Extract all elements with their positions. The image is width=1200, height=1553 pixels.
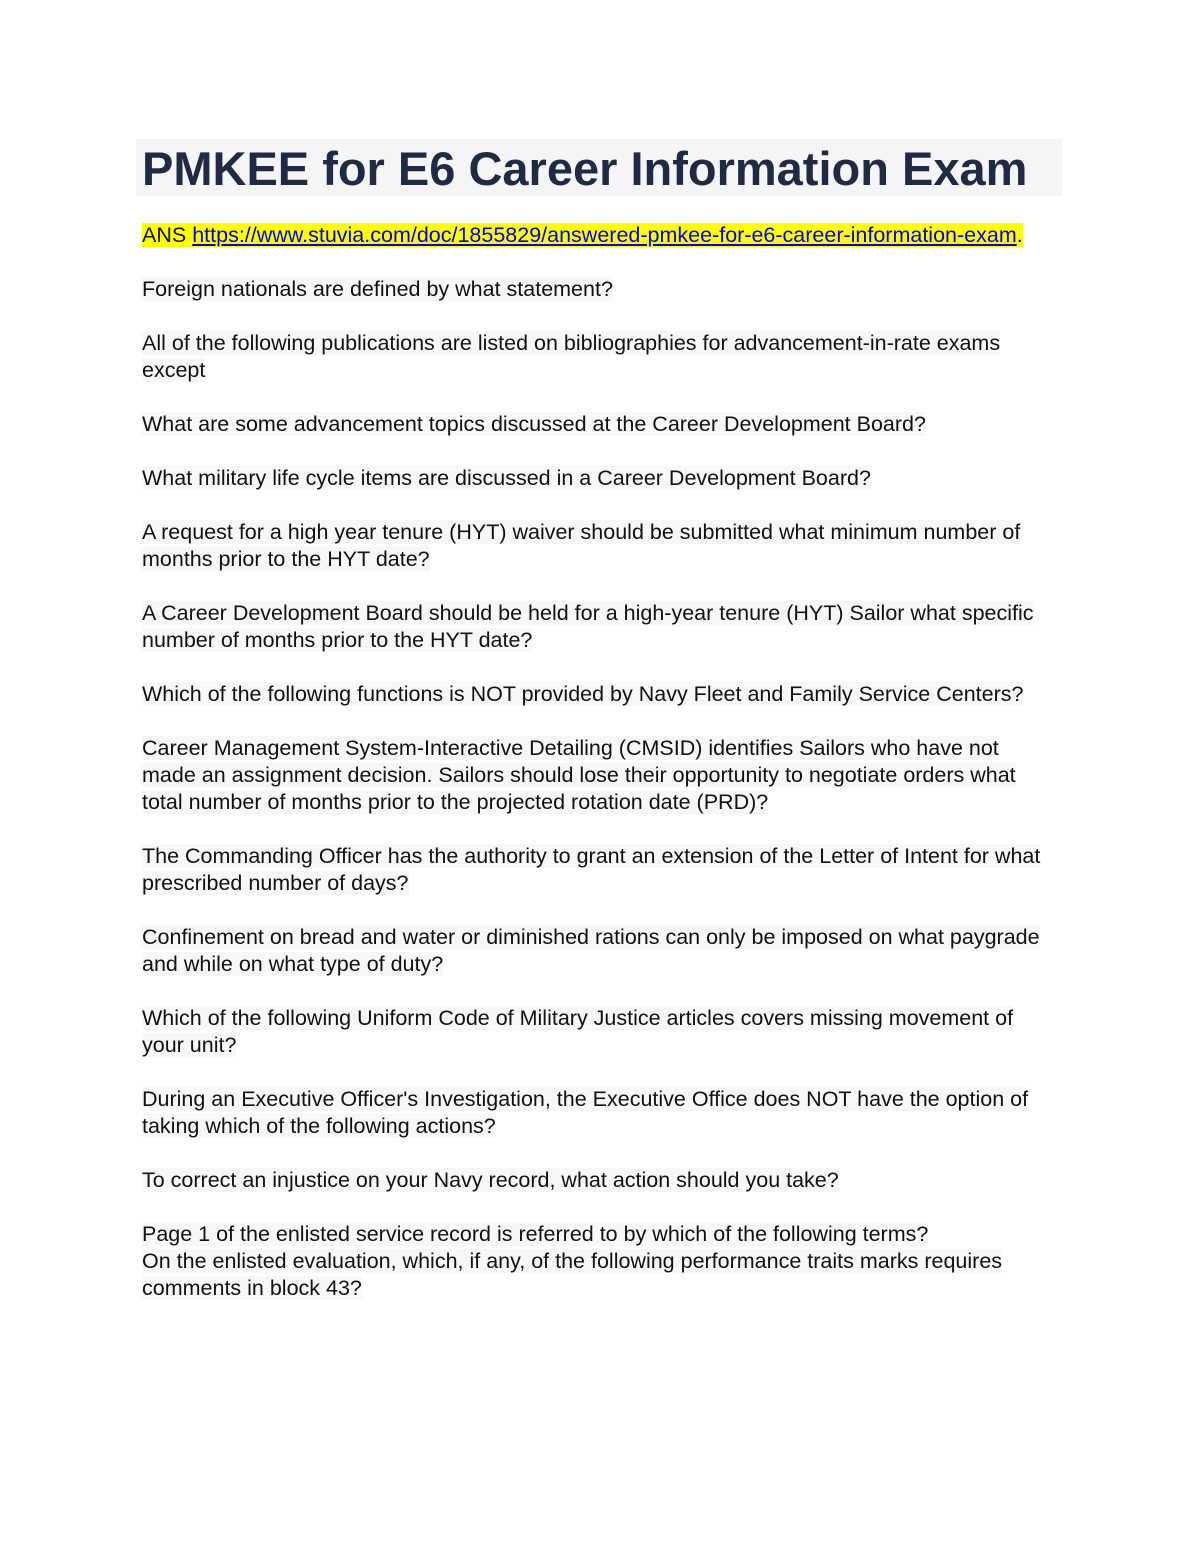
answer-line — [142, 222, 1052, 249]
question-4: What military life cycle items are discussed in a Career Development Board? — [142, 466, 871, 490]
question-7: Which of the following functions is NOT provided by Navy Fleet and Family Service Centers? — [142, 682, 1024, 706]
question-2: All of the following publications are listed on bibliographies for advancement-in-rate exams except — [142, 331, 1001, 382]
answer-label: ANS — [142, 223, 187, 247]
question-12: During an Executive Officer's Investigation, the Executive Office does NOT have the option of taking which of the following actions? — [142, 1087, 1029, 1138]
answer-highlight — [142, 223, 1023, 247]
document-title: PMKEE for E6 Career Information Exam — [142, 142, 1028, 195]
question-11: Which of the following Uniform Code of Military Justice articles covers missing movement of your unit? — [142, 1006, 1014, 1057]
question-3: What are some advancement topics discussed at the Career Development Board? — [142, 412, 926, 436]
question-13: To correct an injustice on your Navy record, what action should you take? — [142, 1168, 839, 1192]
question-14: Page 1 of the enlisted service record is referred to by which of the following terms? — [142, 1222, 929, 1246]
question-8: Career Management System-Interactive Detailing (CMSID) identifies Sailors who have not made an assignment decision. Sailors should lose their opportunity to negotiate orders what total number of months prior to the projected rotation date (PRD)? — [142, 736, 1016, 814]
question-5: A request for a high year tenure (HYT) waiver should be submitted what minimum number of months prior to the HYT date? — [142, 520, 1021, 571]
answer-trailing: . — [1016, 223, 1023, 247]
question-15: On the enlisted evaluation, which, if any, of the following performance traits marks requires comments in block 43? — [142, 1249, 1003, 1300]
question-6: A Career Development Board should be held for a high-year tenure (HYT) Sailor what specific number of months prior to the HYT date? — [142, 601, 1034, 652]
answer-link[interactable]: https://www.stuvia.com/doc/1855829/answered-pmkee-for-e6-career-information-exam — [192, 223, 1017, 247]
question-1: Foreign nationals are defined by what statement? — [142, 277, 613, 301]
question-9: The Commanding Officer has the authority to grant an extension of the Letter of Intent for what prescribed number of days? — [142, 844, 1041, 895]
question-10: Confinement on bread and water or diminished rations can only be imposed on what paygrade and while on what type of duty? — [142, 925, 1040, 976]
document-body — [142, 222, 1052, 1329]
